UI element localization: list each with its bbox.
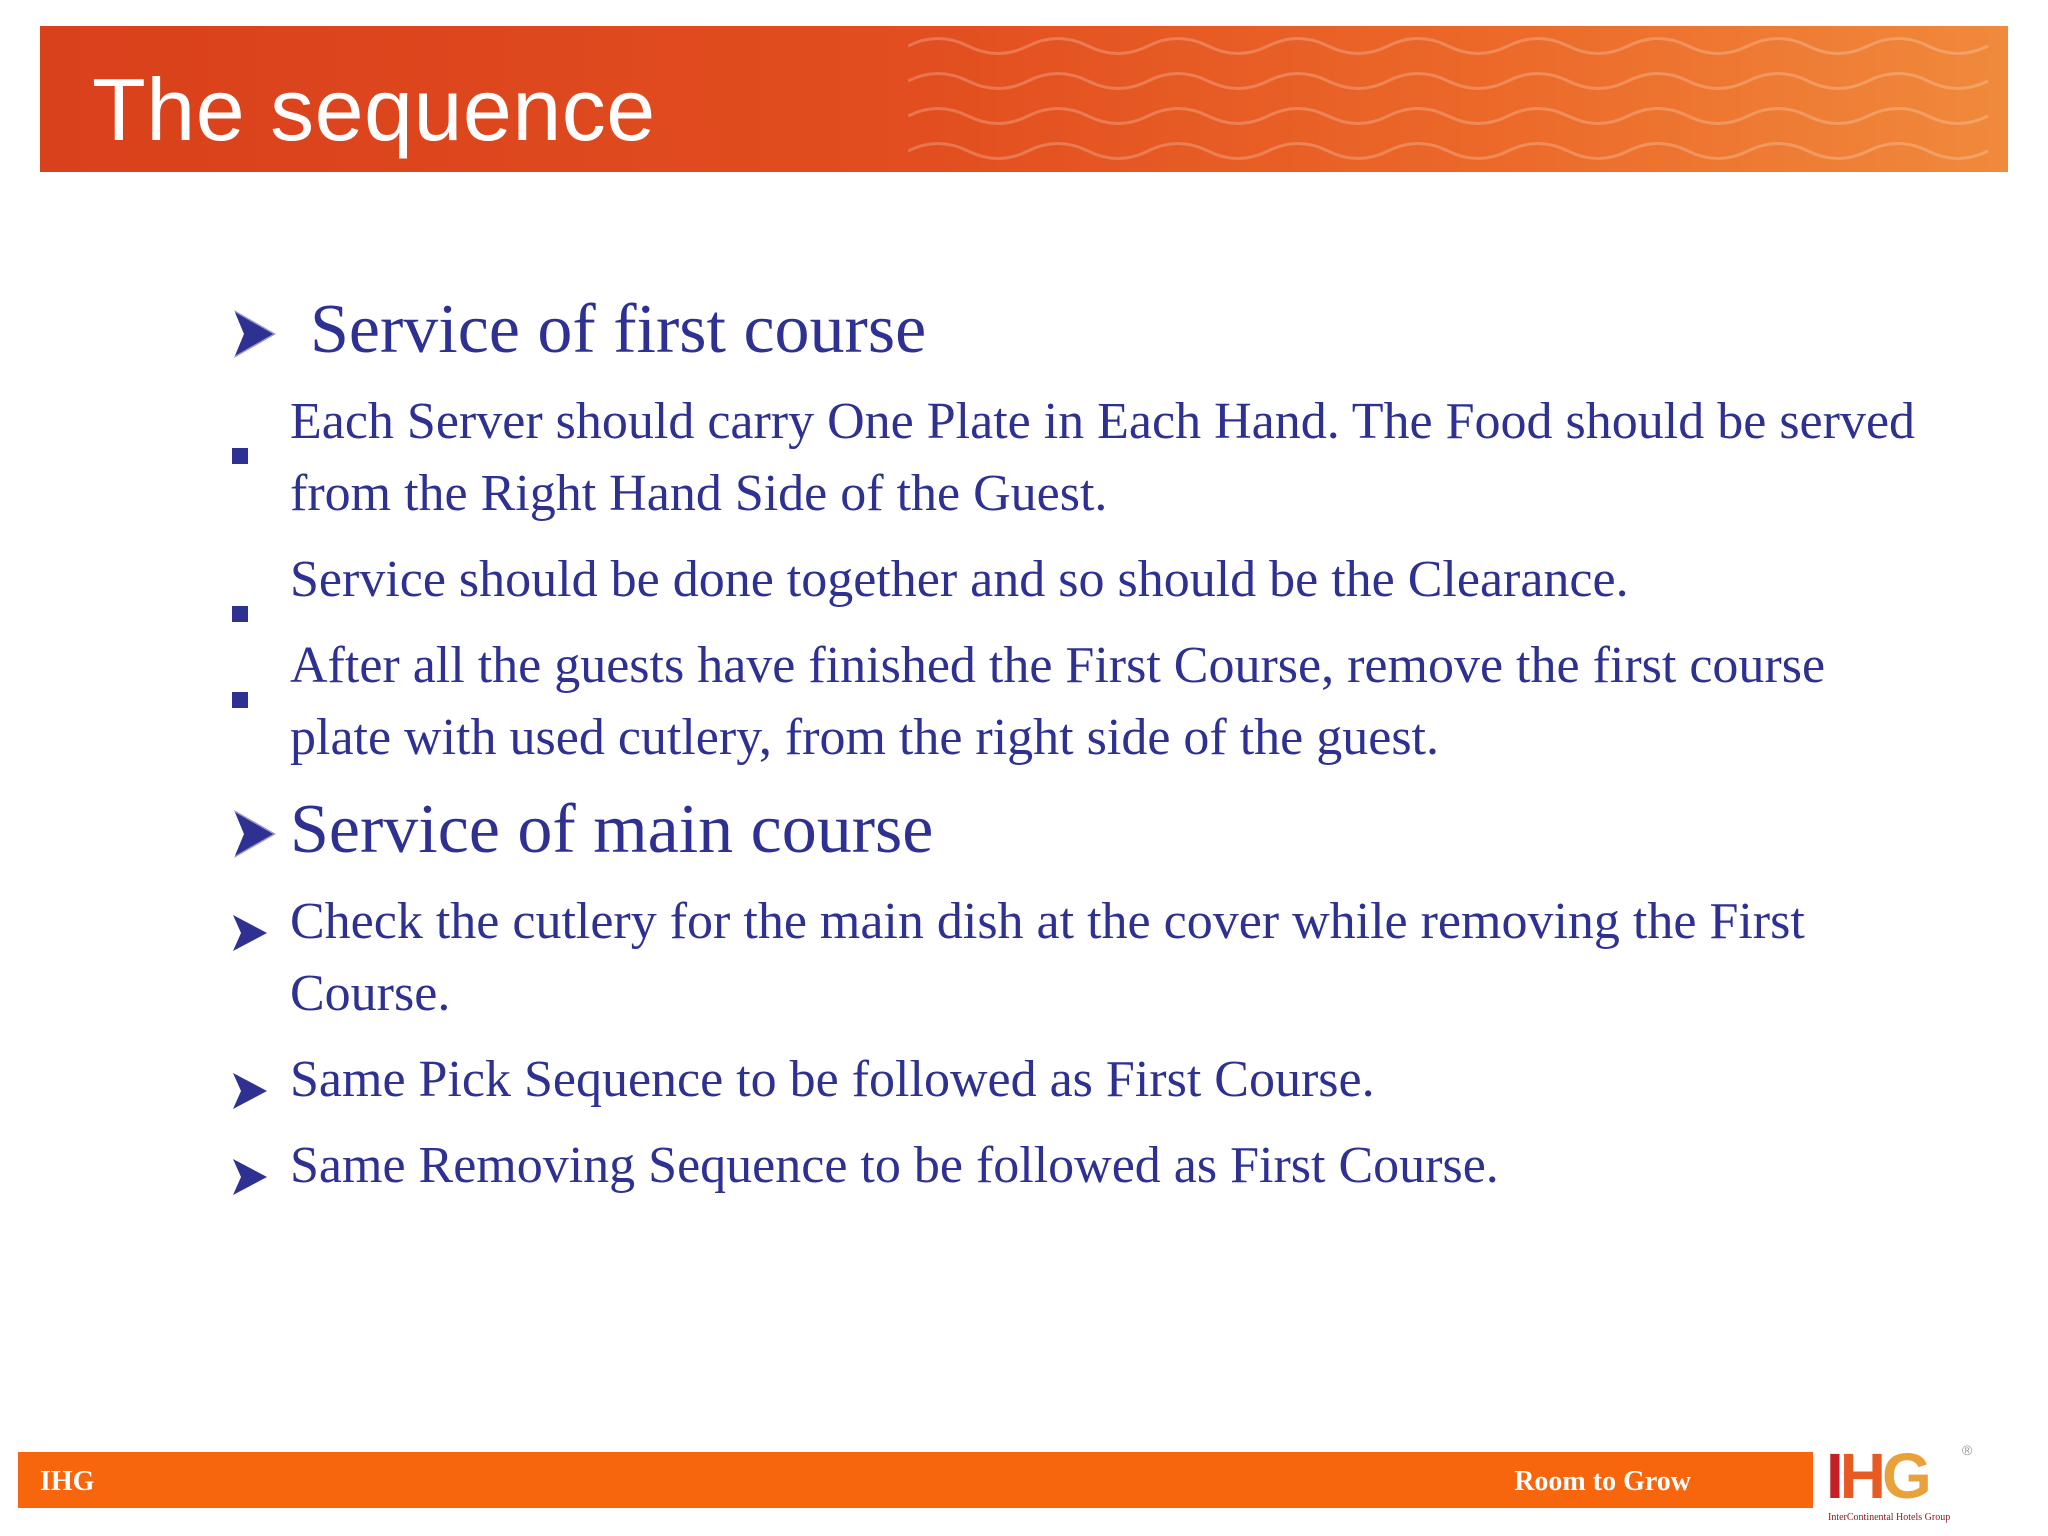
title-bar	[40, 26, 2008, 172]
logo-letter-h: H	[1839, 1440, 1882, 1512]
list-item	[230, 290, 1930, 370]
list-item	[230, 544, 1930, 616]
logo-letter-g: G	[1882, 1440, 1928, 1512]
logo-registered-mark: ®	[1962, 1442, 1973, 1458]
list-item-text: Check the cutlery for the main dish at the cover while removing the First Course.	[290, 893, 1805, 1022]
list-item-text: After all the guests have finished the First Course, remove the first course plate with used cutlery, from the right side of the guest.	[290, 637, 1826, 766]
list-item	[230, 1130, 1930, 1202]
list-item	[230, 630, 1930, 774]
logo-letters	[1826, 1440, 1928, 1512]
list-item-text: Each Server should carry One Plate in Each Hand. The Food should be served from the Right Hand Side of the Guest.	[290, 393, 1916, 522]
list-item-text: Service should be done together and so should be the Clearance.	[290, 551, 1629, 608]
square-bullet-icon	[232, 656, 248, 728]
list-item-text: Same Pick Sequence to be followed as First Course.	[290, 1051, 1375, 1108]
square-bullet-icon	[232, 412, 248, 484]
arrow-icon	[230, 1146, 270, 1218]
arrow-icon	[230, 902, 270, 974]
arrow-icon	[230, 1060, 270, 1132]
list-item	[230, 886, 1930, 1030]
footer-bar	[18, 1452, 1813, 1508]
list-item-text: Same Removing Sequence to be followed as First Course.	[290, 1137, 1499, 1194]
arrow-icon	[230, 300, 280, 380]
title-pattern-decoration	[908, 26, 2008, 172]
list-item-text: Service of main course	[290, 791, 934, 868]
list-item	[230, 386, 1930, 530]
logo-letter-i: I	[1826, 1440, 1840, 1512]
logo-subtitle: InterContinental Hotels Group	[1828, 1512, 1951, 1523]
arrow-icon	[230, 800, 280, 880]
list-item	[230, 790, 1930, 870]
list-item	[230, 1044, 1930, 1116]
footer-tagline: Room to Grow	[1514, 1466, 1691, 1497]
list-item-text: Service of first course	[310, 291, 927, 368]
ihg-logo	[1826, 1440, 2002, 1528]
footer-brand: IHG	[40, 1466, 95, 1497]
slide-title: The sequence	[92, 60, 656, 159]
slide-content	[230, 290, 1930, 1202]
